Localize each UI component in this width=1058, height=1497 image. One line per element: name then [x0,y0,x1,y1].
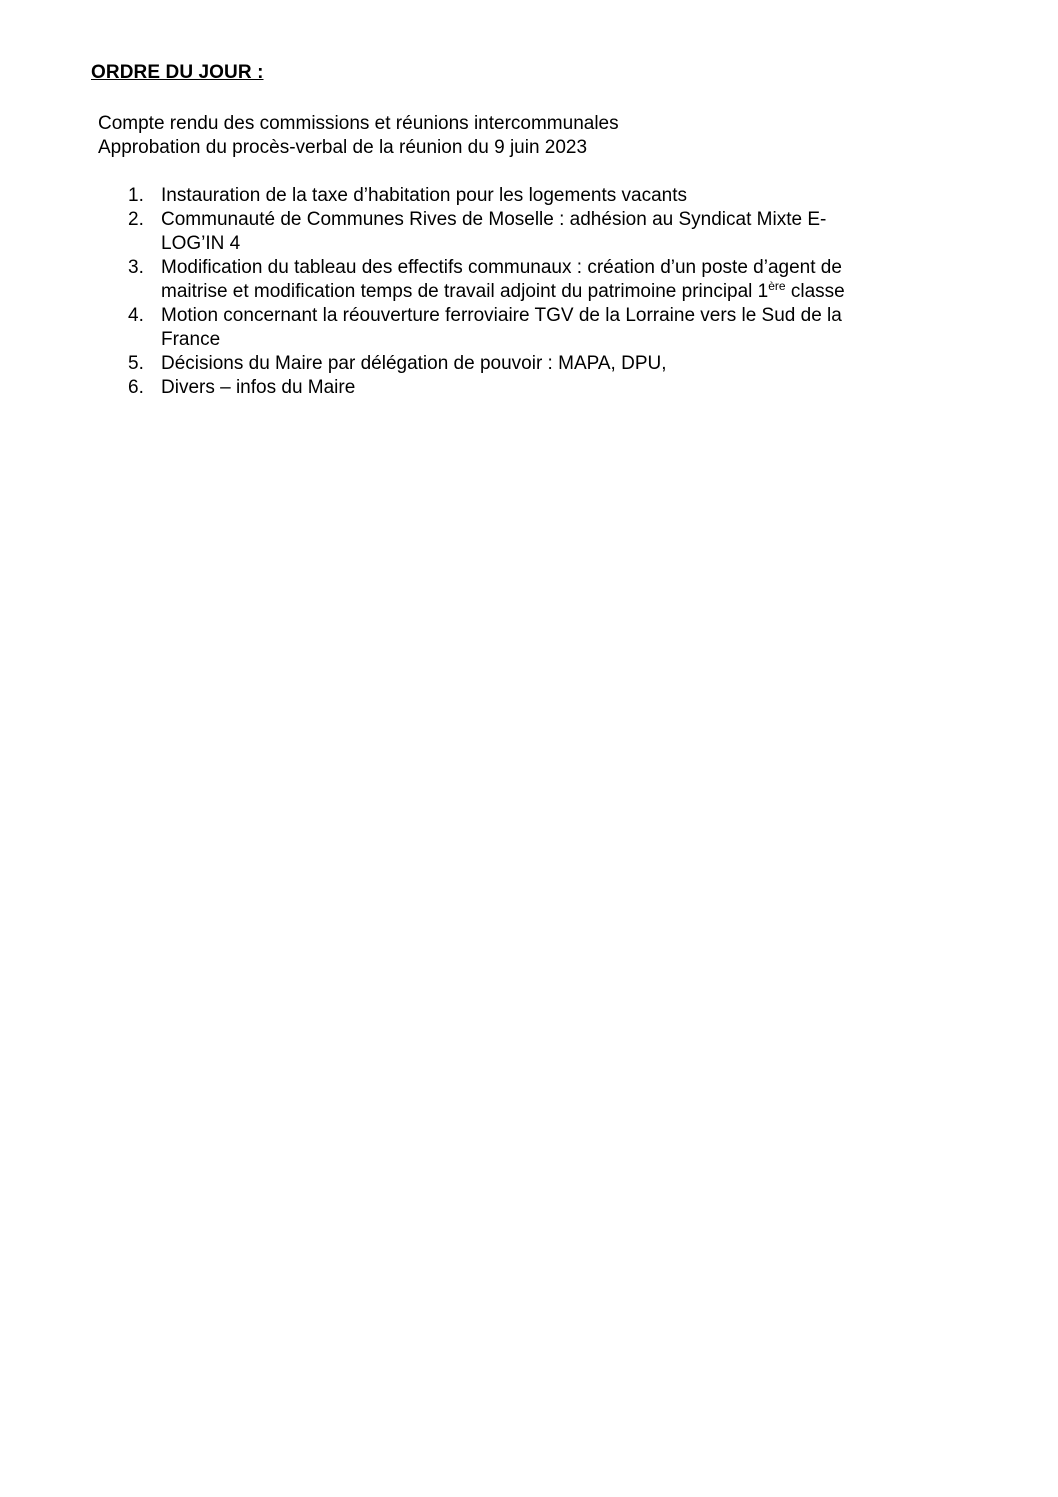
agenda-item-text: Motion concernant la réouverture ferroviaire TGV de la Lorraine vers le Sud de la [161,305,842,326]
agenda-item-number: 6. [128,377,144,398]
agenda-item-text: Modification du tableau des effectifs communaux : création d’un poste d’agent de [161,257,842,278]
agenda-heading: ORDRE DU JOUR : [91,62,264,83]
agenda-item-text-part: classe [785,281,845,302]
agenda-item-text-continued: France [161,329,221,350]
intro-line-approval: Approbation du procès-verbal de la réunion du 9 juin 2023 [98,137,588,158]
agenda-item-3 [0,256,1058,304]
agenda-item-number: 2. [128,209,144,230]
agenda-item-text: Divers – infos du Maire [161,377,356,398]
agenda-item-text-continued [161,280,948,304]
agenda-item-4 [0,304,1058,352]
intro-block [98,112,619,160]
agenda-item-text: Communauté de Communes Rives de Moselle : adhésion au Syndicat Mixte E- [161,209,827,230]
agenda-item-number: 1. [128,185,144,206]
agenda-item-number: 3. [128,257,144,278]
agenda-item-text-part: maitrise et modification temps de travail adjoint du patrimoine principal 1 [161,281,769,302]
agenda-item-text: Décisions du Maire par délégation de pouvoir : MAPA, DPU, [161,353,667,374]
agenda-item-number: 5. [128,353,144,374]
intro-line-reports: Compte rendu des commissions et réunions intercommunales [98,113,619,134]
agenda-item-text-continued: LOG’IN 4 [161,233,241,254]
agenda-item-1 [0,184,1058,208]
ordinal-superscript: ère [768,278,786,293]
agenda-item-number: 4. [128,305,144,326]
agenda-item-text: Instauration de la taxe d’habitation pour les logements vacants [161,185,687,206]
agenda-item-5 [0,352,1058,376]
agenda-item-2 [0,208,1058,256]
agenda-item-6 [0,376,1058,400]
agenda-list [0,184,1058,400]
